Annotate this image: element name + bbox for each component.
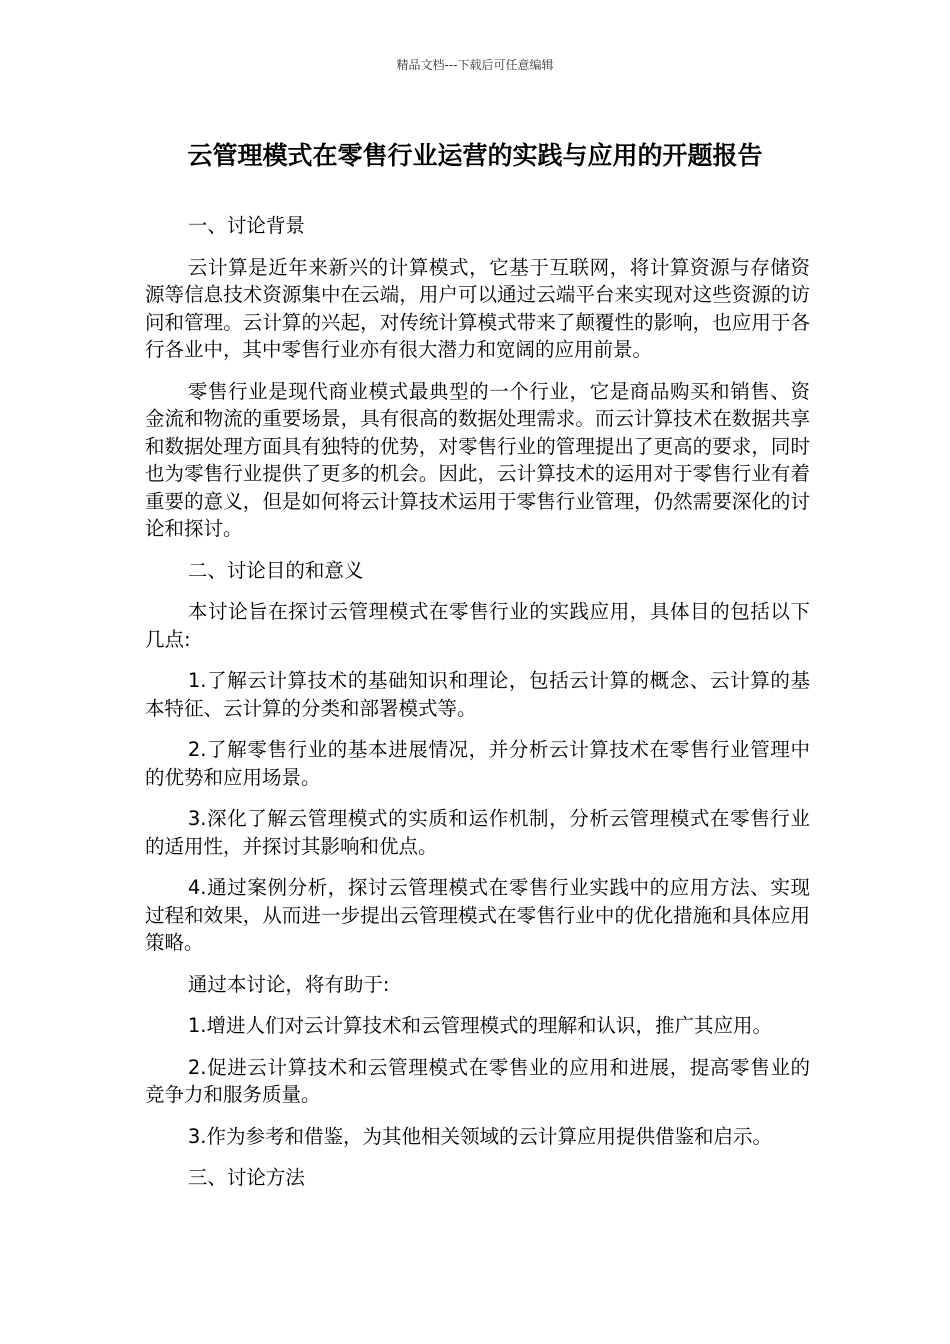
header-watermark: 精品文档---下载后可任意编辑 <box>396 58 554 72</box>
list-item: 1.了解云计算技术的基础知识和理论，包括云计算的概念、云计算的基本特征、云计算的分类和部署模式等。 <box>145 669 810 720</box>
paragraph: 通过本讨论，将有助于: <box>187 972 390 996</box>
list-item: 2.了解零售行业的基本进展情况，并分析云计算技术在零售行业管理中的优势和应用场景。 <box>145 738 810 789</box>
paragraph: 本讨论旨在探讨云管理模式在零售行业的实践应用，具体目的包括以下几点: <box>145 600 810 651</box>
list-item: 1.增进人们对云计算技术和云管理模式的理解和认识，推广其应用。 <box>187 1014 772 1037</box>
paragraph: 云计算是近年来新兴的计算模式，它基于互联网，将计算资源与存储资源等信息技术资源集中在云端，用户可以通过云端平台来实现对这些资源的访问和管理。云计算的兴起，对传统计算模式带来了颠覆性的影响，也应用于各行各业中，其中零售行业亦有很大潜力和宽阔的应用前景。 <box>145 255 810 361</box>
section-heading-method: 三、讨论方法 <box>187 1166 305 1189</box>
section-heading-background: 一、讨论背景 <box>187 214 305 237</box>
section-heading-purpose: 二、讨论目的和意义 <box>187 558 364 582</box>
list-item: 2.促进云计算技术和云管理模式在零售业的应用和进展，提高零售业的竞争力和服务质量。 <box>145 1055 810 1106</box>
list-item: 4.通过案例分析，探讨云管理模式在零售行业实践中的应用方法、实现过程和效果，从而进一步提出云管理模式在零售行业中的优化措施和具体应用策略。 <box>145 876 810 954</box>
list-item: 3.作为参考和借鉴，为其他相关领域的云计算应用提供借鉴和启示。 <box>187 1124 772 1148</box>
paragraph: 零售行业是现代商业模式最典型的一个行业，它是商品购买和销售、资金流和物流的重要场景，具有很高的数据处理需求。而云计算技术在数据共享和数据处理方面具有独特的优势，对零售行业的管理提出了更高的要求，同时也为零售行业提供了更多的机会。因此，云计算技术的运用对于零售行业有着重要的意义，但是如何将云计算技术运用于零售行业管理，仍然需要深化的讨论和探讨。 <box>145 379 810 540</box>
document-body <box>145 212 810 1206</box>
document-title: 云管理模式在零售行业运营的实践与应用的开题报告 <box>187 141 763 170</box>
list-item: 3.深化了解云管理模式的实质和运作机制，分析云管理模式在零售行业的适用性，并探讨其影响和优点。 <box>145 807 810 858</box>
